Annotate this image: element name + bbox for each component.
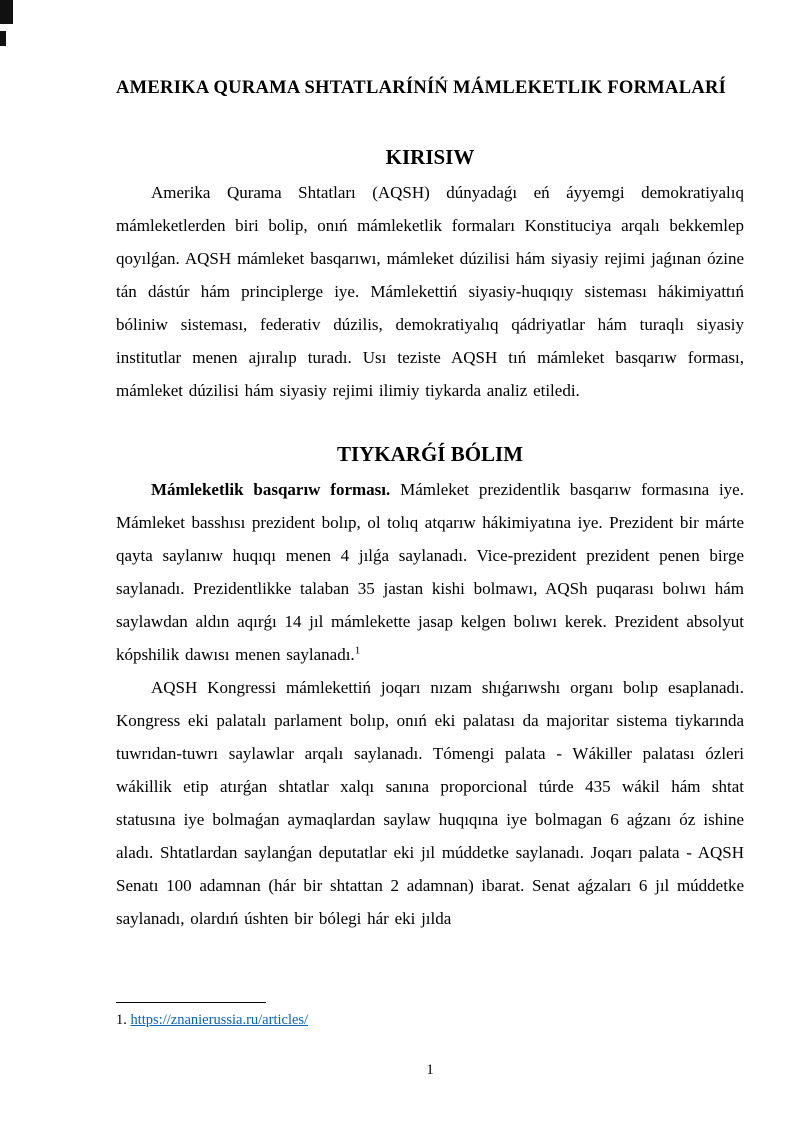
paragraph-body-text: Mámleket prezidentlik basqarıw formasına iye. Mámleket basshısı prezident bolıp, ol tolıq atqarıw hákimiyatına iye. Prezident bir márte qayta saylanıw huqıqı menen 4 jılǵa saylanadı. Vice-prezident prezident penen birge saylanadı. Prezidentlikke talaban 35 jastan kishi bolmawı, AQSh puqarası bolıwı hám saylawdan aldın aqırǵı 14 jıl mámlekette jasap kelgen bolıwı kerek. Prezident absolyut kópshilik dawısı menen saylanadı. xyxy=(116,480,744,664)
footnote-reference: 1 xyxy=(354,644,361,657)
paragraph-bold-lead: Mámleketlik basqarıw forması. xyxy=(151,480,391,499)
footnote-marker: 1. xyxy=(116,1012,127,1028)
footnote-text xyxy=(116,1011,744,1030)
section-main xyxy=(116,441,744,935)
scan-edge-artifact xyxy=(0,31,6,46)
footnote-link[interactable]: https://znanierussia.ru/articles/ xyxy=(130,1012,309,1028)
document-title: AMERIKA QURAMA SHTATLARÍNÍŃ MÁMLEKETLIK FORMALARÍ xyxy=(116,78,727,98)
scan-corner-artifact xyxy=(0,0,13,24)
section-heading-kirisiw: KIRISIW xyxy=(385,145,475,169)
footnote-area xyxy=(116,1002,744,1030)
main-paragraph-1 xyxy=(116,473,744,671)
page-number: 1 xyxy=(426,1062,434,1078)
main-paragraph-2: AQSH Kongressi mámlekettiń joqarı nızam shıǵarıwshı organı bolıp esaplanadı. Kongress eki palatalı parlament bolıp, onıń eki palatası da majoritar sistema tiykarında tuwrıdan-tuwrı saylawlar arqalı saylanadı. Tómengi palata - Wákiller palatası ózleri wákillik etip atırǵan shtatlar xalqı sanına proporcional túrde 435 wákil hám shtat statusına iye bolmaǵan aymaqlardan saylaw huqıqına iye bolmagan 6 aǵzanı óz ishine aladı. Shtatlardan saylanǵan deputatlar eki jıl múddetke saylanadı. Joqarı palata - AQSH Senatı 100 adamnan (hár bir shtattan 2 adamnan) ibarat. Senat aǵzaları 6 jıl múddetke saylanadı, olardıń úshten bir bólegi hár eki jılda xyxy=(116,678,744,928)
section-intro xyxy=(116,144,744,407)
section-heading-tiykargi-bolim: TIYKARǴÍ BÓLIM xyxy=(336,442,524,466)
intro-paragraph: Amerika Qurama Shtatları (AQSH) dúnyadaǵı eń áyyemgi demokratiyalıq mámleketlerden biri bolip, onıń mámleketlik formaları Konstituciya arqalı bekkemlep qoyılǵan. AQSH mámleket basqarıwı, mámleket dúzilisi hám siyasiy rejimi jaǵınan ózine tán dástúr hám principlerge iye. Mámlekettiń siyasiy-huqıqıy sisteması hákimiyattıń bóliniw sisteması, federativ dúzilis, demokratiyalıq qádriyatlar hám turaqlı siyasiy institutlar menen ajıralıp turadı. Usı teziste AQSH tıń mámleket basqarıw forması, mámleket dúzilisi hám siyasiy rejimi ilimiy tiykarda analiz etiledi. xyxy=(116,183,744,400)
footnote-separator-rule xyxy=(116,1002,266,1003)
